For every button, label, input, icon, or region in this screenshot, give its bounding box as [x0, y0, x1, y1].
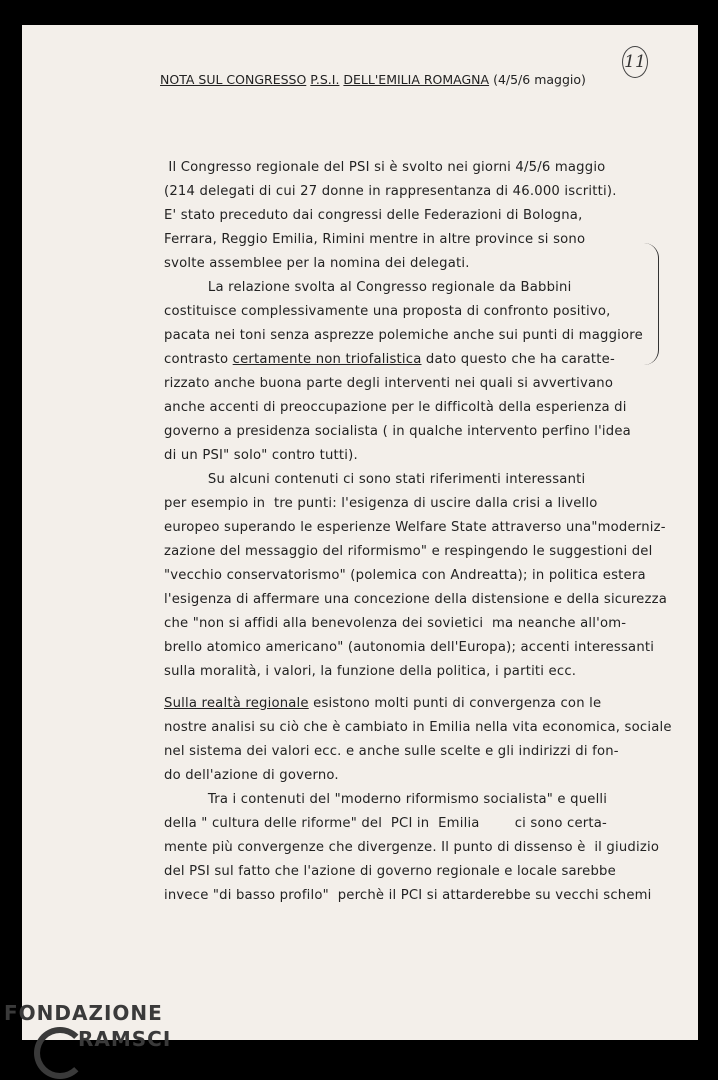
title-part-2: P.S.I. — [310, 72, 340, 87]
text-line: rizzato anche buona parte degli interventi nei quali si avvertivano — [164, 376, 614, 391]
text-line-end: dato questo che ha caratte- — [421, 352, 615, 367]
watermark-line-1: FONDAZIONE — [4, 1001, 163, 1025]
text-line: E' stato preceduto dai congressi delle Federazioni di Bologna, — [164, 208, 583, 223]
text-line: che "non si affidi alla benevolenza dei sovietici ma neanche all'om- — [164, 616, 627, 631]
text-line: Su alcuni contenuti ci sono stati riferimenti interessanti — [164, 472, 586, 487]
handwritten-page-number: 11 — [622, 46, 648, 78]
title-part-1: NOTA SUL CONGRESSO — [160, 72, 307, 87]
text-line: di un PSI" solo" contro tutti). — [164, 448, 358, 463]
text-line: per esempio in tre punti: l'esigenza di uscire dalla crisi a livello — [164, 496, 598, 511]
text-line-start: contrasto — [164, 352, 229, 367]
text-line: del PSI sul fatto che l'azione di governo regionale e locale sarebbe — [164, 864, 616, 879]
text-line: svolte assemblee per la nomina dei delegati. — [164, 256, 470, 271]
underlined-phrase: Sulla realtà regionale — [164, 696, 309, 711]
text-line-end: esistono molti punti di convergenza con le — [313, 696, 602, 711]
text-line: l'esigenza di affermare una concezione della distensione e della sicurezza — [164, 592, 667, 607]
text-line: do dell'azione di governo. — [164, 768, 339, 783]
text-line: invece "di basso profilo" perchè il PCI si attarderebbe su vecchi schemi — [164, 888, 652, 903]
text-line: La relazione svolta al Congresso regionale da Babbini — [164, 280, 572, 295]
text-line: mente più convergenze che divergenze. Il punto di dissenso è il giudizio — [164, 840, 660, 855]
text-line: brello atomico americano" (autonomia dell'Europa); accenti interessanti — [164, 640, 655, 655]
text-line: zazione del messaggio del riformismo" e respingendo le suggestioni del — [164, 544, 653, 559]
text-line: (214 delegati di cui 27 donne in rappresentanza di 46.000 iscritti). — [164, 184, 617, 199]
title-part-3: DELL'EMILIA ROMAGNA — [343, 72, 490, 87]
text-line — [164, 696, 601, 711]
watermark-logo — [4, 1001, 172, 1051]
text-line: nel sistema dei valori ecc. e anche sulle scelte e gli indirizzi di fon- — [164, 744, 619, 759]
text-line: costituisce complessivamente una proposta di confronto positivo, — [164, 304, 611, 319]
watermark-line-2: RAMSCI — [78, 1027, 172, 1051]
document-title — [160, 72, 586, 87]
text-line: Tra i contenuti del "moderno riformismo socialista" e quelli — [164, 792, 608, 807]
text-line: "vecchio conservatorismo" (polemica con Andreatta); in politica estera — [164, 568, 646, 583]
text-line: sulla moralità, i valori, la funzione della politica, i partiti ecc. — [164, 664, 577, 679]
text-line: nostre analisi su ciò che è cambiato in Emilia nella vita economica, sociale — [164, 720, 672, 735]
title-part-4: (4/5/6 maggio) — [493, 72, 586, 87]
text-line: Ferrara, Reggio Emilia, Rimini mentre in altre province si sono — [164, 232, 586, 247]
text-line: pacata nei toni senza asprezze polemiche anche sui punti di maggiore — [164, 328, 643, 343]
text-line: della " cultura delle riforme" del PCI in Emilia ci sono certa- — [164, 816, 607, 831]
margin-bracket-mark — [644, 243, 659, 365]
underlined-phrase: certamente non triofalistica — [232, 352, 422, 367]
text-line — [164, 352, 615, 367]
text-line: europeo superando le esperienze Welfare State attraverso una"moderniz- — [164, 520, 666, 535]
text-line: anche accenti di preoccupazione per le difficoltà della esperienza di — [164, 400, 627, 415]
text-line: governo a presidenza socialista ( in qualche intervento perfino l'idea — [164, 424, 631, 439]
text-line: Il Congresso regionale del PSI si è svolto nei giorni 4/5/6 maggio — [164, 160, 606, 175]
